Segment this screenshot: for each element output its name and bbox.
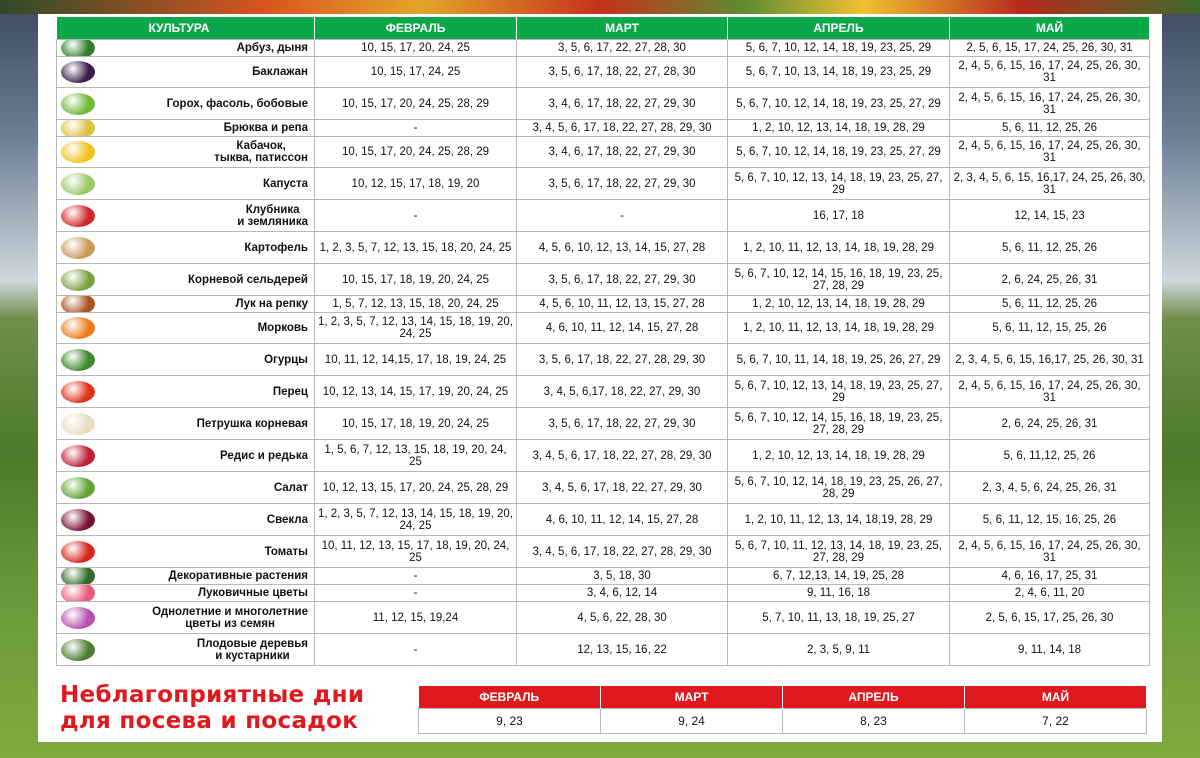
date-cell-february: - bbox=[315, 585, 517, 602]
date-cell-may: 2, 4, 5, 6, 15, 16, 17, 24, 25, 26, 30, 31 bbox=[950, 57, 1150, 88]
table-row bbox=[57, 585, 1150, 602]
date-cell-march: 3, 4, 6, 12, 14 bbox=[517, 585, 728, 602]
date-cell-march: 3, 4, 5, 6, 17, 18, 22, 27, 29, 30 bbox=[517, 472, 728, 504]
crop-cell bbox=[57, 232, 315, 264]
date-cell-april: 5, 6, 7, 10, 12, 14, 15, 16, 18, 19, 23, 25, 27, 28, 29 bbox=[728, 264, 950, 296]
unfavorable-values-row bbox=[419, 709, 1147, 734]
table-row bbox=[57, 137, 1150, 168]
date-cell-april: 1, 2, 10, 11, 12, 13, 14, 18,19, 28, 29 bbox=[728, 504, 950, 536]
date-cell-march: 3, 4, 6, 17, 18, 22, 27, 29, 30 bbox=[517, 88, 728, 120]
date-cell-february: 1, 2, 3, 5, 7, 12, 13, 14, 15, 18, 19, 20, 24, 25 bbox=[315, 504, 517, 536]
crop-name: Луковичные цветы bbox=[198, 587, 308, 599]
potato-icon bbox=[61, 237, 95, 259]
crop-cell bbox=[57, 137, 315, 168]
unfavorable-value-february: 9, 23 bbox=[419, 709, 601, 734]
radish-icon bbox=[61, 445, 95, 467]
date-cell-march: 3, 5, 6, 17, 18, 22, 27, 29, 30 bbox=[517, 408, 728, 440]
date-cell-april: 5, 6, 7, 10, 12, 14, 18, 19, 23, 25, 27, 29 bbox=[728, 137, 950, 168]
date-cell-march: 4, 5, 6, 22, 28, 30 bbox=[517, 602, 728, 634]
unfavorable-value-march: 9, 24 bbox=[601, 709, 783, 734]
date-cell-march: 4, 5, 6, 10, 12, 13, 14, 15, 27, 28 bbox=[517, 232, 728, 264]
date-cell-may: 2, 4, 5, 6, 15, 16, 17, 24, 25, 26, 30, 31 bbox=[950, 376, 1150, 408]
date-cell-april: 1, 2, 10, 11, 12, 13, 14, 18, 19, 28, 29 bbox=[728, 232, 950, 264]
table-row bbox=[57, 296, 1150, 313]
crop-cell bbox=[57, 585, 315, 602]
crop-cell bbox=[57, 504, 315, 536]
crop-cell bbox=[57, 602, 315, 634]
crop-name: Лук на репку bbox=[235, 298, 308, 310]
crop-cell bbox=[57, 568, 315, 585]
crop-cell bbox=[57, 313, 315, 344]
crop-name: Капуста bbox=[262, 177, 308, 190]
table-row bbox=[57, 440, 1150, 472]
crop-name: Салат bbox=[273, 481, 308, 494]
date-cell-february: 1, 5, 6, 7, 12, 13, 15, 18, 19, 20, 24, 25 bbox=[315, 440, 517, 472]
strawberry-icon bbox=[61, 205, 95, 227]
column-header-february: ФЕВРАЛЬ bbox=[315, 17, 517, 40]
date-cell-february: 10, 15, 17, 20, 24, 25, 28, 29 bbox=[315, 88, 517, 120]
date-cell-may: 5, 6, 11, 12, 25, 26 bbox=[950, 296, 1150, 313]
date-cell-february: 10, 11, 12, 14,15, 17, 18, 19, 24, 25 bbox=[315, 344, 517, 376]
date-cell-march: 4, 6, 10, 11, 12, 14, 15, 27, 28 bbox=[517, 504, 728, 536]
date-cell-march: 3, 5, 6, 17, 18, 22, 27, 29, 30 bbox=[517, 264, 728, 296]
column-header-march: МАРТ bbox=[517, 17, 728, 40]
date-cell-march: 3, 5, 18, 30 bbox=[517, 568, 728, 585]
carrot-icon bbox=[61, 317, 95, 339]
date-cell-february: - bbox=[315, 200, 517, 232]
date-cell-april: 5, 6, 7, 10, 13, 14, 18, 19, 23, 25, 29 bbox=[728, 57, 950, 88]
celery-icon bbox=[61, 269, 95, 291]
table-row bbox=[57, 536, 1150, 568]
lettuce-icon bbox=[61, 477, 95, 499]
unfavorable-title-line2: для посева и посадок bbox=[60, 708, 359, 734]
date-cell-april: 5, 6, 7, 10, 12, 14, 15, 16, 18, 19, 23, 25, 27, 28, 29 bbox=[728, 408, 950, 440]
date-cell-may: 2, 6, 24, 25, 26, 31 bbox=[950, 408, 1150, 440]
crop-cell bbox=[57, 408, 315, 440]
date-cell-march: 3, 5, 6, 17, 18, 22, 27, 29, 30 bbox=[517, 168, 728, 200]
flowers-icon bbox=[61, 607, 95, 629]
date-cell-february: 1, 2, 3, 5, 7, 12, 13, 15, 18, 20, 24, 25 bbox=[315, 232, 517, 264]
date-cell-march: 3, 4, 5, 6,17, 18, 22, 27, 29, 30 bbox=[517, 376, 728, 408]
eggplant-icon bbox=[61, 61, 95, 83]
unfavorable-days-table bbox=[418, 686, 1147, 734]
crop-name: Огурцы bbox=[264, 353, 308, 366]
table-row bbox=[57, 568, 1150, 585]
crop-name: Арбуз, дыня bbox=[236, 42, 308, 54]
table-row bbox=[57, 313, 1150, 344]
tomato-icon bbox=[61, 541, 95, 563]
table-row bbox=[57, 200, 1150, 232]
watermelon-icon bbox=[61, 40, 95, 57]
date-cell-march: 3, 4, 5, 6, 17, 18, 22, 27, 28, 29, 30 bbox=[517, 120, 728, 137]
date-cell-february: - bbox=[315, 634, 517, 666]
table-row bbox=[57, 232, 1150, 264]
crop-name: Корневой сельдерей bbox=[188, 273, 308, 286]
crop-name: Горох, фасоль, бобовые bbox=[166, 97, 308, 110]
crop-cell bbox=[57, 40, 315, 57]
date-cell-february: 11, 12, 15, 19,24 bbox=[315, 602, 517, 634]
date-cell-february: 10, 15, 17, 20, 24, 25, 28, 29 bbox=[315, 137, 517, 168]
crop-name: Брюква и репа bbox=[223, 122, 308, 134]
date-cell-march: 12, 13, 15, 16, 22 bbox=[517, 634, 728, 666]
header-row bbox=[57, 17, 1150, 40]
date-cell-may: 12, 14, 15, 23 bbox=[950, 200, 1150, 232]
date-cell-may: 5, 6, 11, 12, 25, 26 bbox=[950, 120, 1150, 137]
table-body bbox=[57, 40, 1150, 666]
date-cell-march: 3, 4, 5, 6, 17, 18, 22, 27, 28, 29, 30 bbox=[517, 440, 728, 472]
tulip-icon bbox=[61, 585, 95, 602]
date-cell-february: 10, 12, 15, 17, 18, 19, 20 bbox=[315, 168, 517, 200]
crop-cell bbox=[57, 440, 315, 472]
shrub-icon bbox=[61, 568, 95, 585]
date-cell-february: - bbox=[315, 120, 517, 137]
table-row bbox=[57, 472, 1150, 504]
table-row bbox=[57, 88, 1150, 120]
crop-cell bbox=[57, 296, 315, 313]
date-cell-february: 10, 15, 17, 18, 19, 20, 24, 25 bbox=[315, 408, 517, 440]
date-cell-april: 1, 2, 10, 12, 13, 14, 18, 19, 28, 29 bbox=[728, 296, 950, 313]
crop-name: Морковь bbox=[257, 322, 308, 334]
beet-icon bbox=[61, 509, 95, 531]
cabbage-icon bbox=[61, 173, 95, 195]
date-cell-february: 1, 5, 7, 12, 13, 15, 18, 20, 24, 25 bbox=[315, 296, 517, 313]
vegetable-banner bbox=[0, 0, 1200, 14]
crop-cell bbox=[57, 472, 315, 504]
table-row bbox=[57, 408, 1150, 440]
date-cell-march: 4, 5, 6, 10, 11, 12, 13, 15, 27, 28 bbox=[517, 296, 728, 313]
date-cell-april: 6, 7, 12,13, 14, 19, 25, 28 bbox=[728, 568, 950, 585]
crop-name: Однолетние и многолетние цветы из семян bbox=[152, 605, 308, 630]
date-cell-may: 5, 6, 11,12, 25, 26 bbox=[950, 440, 1150, 472]
unfavorable-header-february: ФЕВРАЛЬ bbox=[419, 686, 601, 709]
crop-cell bbox=[57, 536, 315, 568]
date-cell-may: 5, 6, 11, 12, 25, 26 bbox=[950, 232, 1150, 264]
date-cell-may: 2, 6, 24, 25, 26, 31 bbox=[950, 264, 1150, 296]
crop-cell bbox=[57, 168, 315, 200]
sowing-calendar-table bbox=[56, 17, 1150, 666]
crop-cell bbox=[57, 344, 315, 376]
crop-name: Декоративные растения bbox=[168, 570, 308, 582]
crop-name: Баклажан bbox=[252, 66, 308, 78]
date-cell-april: 5, 6, 7, 10, 12, 13, 14, 18, 19, 23, 25, 27, 29 bbox=[728, 376, 950, 408]
date-cell-march: 3, 5, 6, 17, 18, 22, 27, 28, 30 bbox=[517, 57, 728, 88]
table-row bbox=[57, 264, 1150, 296]
date-cell-february: 10, 15, 17, 18, 19, 20, 24, 25 bbox=[315, 264, 517, 296]
unfavorable-value-april: 8, 23 bbox=[783, 709, 965, 734]
unfavorable-header-march: МАРТ bbox=[601, 686, 783, 709]
date-cell-april: 1, 2, 10, 12, 13, 14, 18, 19, 28, 29 bbox=[728, 440, 950, 472]
date-cell-may: 2, 3, 4, 5, 6, 15, 16,17, 24, 25, 26, 30, 31 bbox=[950, 168, 1150, 200]
column-header-may: МАЙ bbox=[950, 17, 1150, 40]
column-header-crop: КУЛЬТУРА bbox=[57, 17, 315, 40]
squash-icon bbox=[61, 141, 95, 163]
crop-cell bbox=[57, 634, 315, 666]
crop-name: Свекла bbox=[266, 513, 308, 526]
date-cell-april: 5, 6, 7, 10, 12, 14, 18, 19, 23, 25, 26, 27, 28, 29 bbox=[728, 472, 950, 504]
turnip-icon bbox=[61, 120, 95, 137]
planting-calendar-sheet bbox=[38, 14, 1162, 742]
date-cell-april: 2, 3, 5, 9, 11 bbox=[728, 634, 950, 666]
date-cell-may: 2, 5, 6, 15, 17, 24, 25, 26, 30, 31 bbox=[950, 40, 1150, 57]
fruit-tree-icon bbox=[61, 639, 95, 661]
date-cell-may: 5, 6, 11, 12, 15, 25, 26 bbox=[950, 313, 1150, 344]
crop-name: Редис и редька bbox=[220, 449, 308, 462]
table-row bbox=[57, 168, 1150, 200]
date-cell-may: 9, 11, 14, 18 bbox=[950, 634, 1150, 666]
crop-cell bbox=[57, 57, 315, 88]
table-row bbox=[57, 40, 1150, 57]
table-row bbox=[57, 344, 1150, 376]
date-cell-march: 3, 5, 6, 17, 22, 27, 28, 30 bbox=[517, 40, 728, 57]
date-cell-february: 10, 12, 13, 15, 17, 20, 24, 25, 28, 29 bbox=[315, 472, 517, 504]
date-cell-april: 9, 11, 16, 18 bbox=[728, 585, 950, 602]
date-cell-february: 10, 11, 12, 13, 15, 17, 18, 19, 20, 24, 25 bbox=[315, 536, 517, 568]
crop-name: Картофель bbox=[244, 241, 308, 254]
table-row bbox=[57, 376, 1150, 408]
unfavorable-title-line1: Неблагоприятные дни bbox=[60, 682, 365, 708]
crop-name: Перец bbox=[272, 385, 308, 398]
table-row bbox=[57, 634, 1150, 666]
date-cell-april: 16, 17, 18 bbox=[728, 200, 950, 232]
table-row bbox=[57, 602, 1150, 634]
date-cell-may: 2, 3, 4, 5, 6, 15, 16,17, 25, 26, 30, 31 bbox=[950, 344, 1150, 376]
crop-name: Петрушка корневая bbox=[196, 417, 308, 430]
date-cell-april: 5, 6, 7, 10, 12, 14, 18, 19, 23, 25, 29 bbox=[728, 40, 950, 57]
crop-name: Клубника и земляника bbox=[237, 203, 308, 228]
pepper-icon bbox=[61, 381, 95, 403]
crop-name: Плодовые деревья и кустарники bbox=[196, 637, 308, 662]
crop-name: Томаты bbox=[264, 545, 308, 558]
date-cell-april: 5, 7, 10, 11, 13, 18, 19, 25, 27 bbox=[728, 602, 950, 634]
date-cell-april: 5, 6, 7, 10, 11, 12, 13, 14, 18, 19, 23, 25, 27, 28, 29 bbox=[728, 536, 950, 568]
unfavorable-header-may: МАЙ bbox=[965, 686, 1147, 709]
date-cell-march: - bbox=[517, 200, 728, 232]
date-cell-march: 3, 4, 6, 17, 18, 22, 27, 29, 30 bbox=[517, 137, 728, 168]
date-cell-march: 3, 4, 5, 6, 17, 18, 22, 27, 28, 29, 30 bbox=[517, 536, 728, 568]
unfavorable-header-april: АПРЕЛЬ bbox=[783, 686, 965, 709]
crop-cell bbox=[57, 88, 315, 120]
date-cell-april: 5, 6, 7, 10, 11, 14, 18, 19, 25, 26, 27, 29 bbox=[728, 344, 950, 376]
crop-name: Кабачок, тыква, патиссон bbox=[214, 140, 308, 164]
parsley-root-icon bbox=[61, 413, 95, 435]
date-cell-april: 5, 6, 7, 10, 12, 13, 14, 18, 19, 23, 25, 27, 29 bbox=[728, 168, 950, 200]
table-row bbox=[57, 120, 1150, 137]
crop-cell bbox=[57, 200, 315, 232]
date-cell-february: 10, 15, 17, 24, 25 bbox=[315, 57, 517, 88]
date-cell-march: 3, 5, 6, 17, 18, 22, 27, 28, 29, 30 bbox=[517, 344, 728, 376]
peas-icon bbox=[61, 93, 95, 115]
column-header-april: АПРЕЛЬ bbox=[728, 17, 950, 40]
date-cell-may: 2, 4, 5, 6, 15, 16, 17, 24, 25, 26, 30, 31 bbox=[950, 536, 1150, 568]
date-cell-may: 2, 4, 6, 11, 20 bbox=[950, 585, 1150, 602]
onion-icon bbox=[61, 296, 95, 313]
date-cell-february: 1, 2, 3, 5, 7, 12, 13, 14, 15, 18, 19, 20, 24, 25 bbox=[315, 313, 517, 344]
date-cell-april: 1, 2, 10, 11, 12, 13, 14, 18, 19, 28, 29 bbox=[728, 313, 950, 344]
date-cell-may: 4, 6, 16, 17, 25, 31 bbox=[950, 568, 1150, 585]
table-row bbox=[57, 57, 1150, 88]
unfavorable-value-may: 7, 22 bbox=[965, 709, 1147, 734]
date-cell-february: 10, 12, 13, 14, 15, 17, 19, 20, 24, 25 bbox=[315, 376, 517, 408]
date-cell-may: 2, 4, 5, 6, 15, 16, 17, 24, 25, 26, 30, 31 bbox=[950, 137, 1150, 168]
date-cell-february: - bbox=[315, 568, 517, 585]
date-cell-april: 5, 6, 7, 10, 12, 14, 18, 19, 23, 25, 27, 29 bbox=[728, 88, 950, 120]
date-cell-may: 5, 6, 11, 12, 15, 16, 25, 26 bbox=[950, 504, 1150, 536]
crop-cell bbox=[57, 120, 315, 137]
cucumber-icon bbox=[61, 349, 95, 371]
date-cell-may: 2, 4, 5, 6, 15, 16, 17, 24, 25, 26, 30, 31 bbox=[950, 88, 1150, 120]
date-cell-february: 10, 15, 17, 20, 24, 25 bbox=[315, 40, 517, 57]
crop-cell bbox=[57, 264, 315, 296]
date-cell-march: 4, 6, 10, 11, 12, 14, 15, 27, 28 bbox=[517, 313, 728, 344]
date-cell-april: 1, 2, 10, 12, 13, 14, 18, 19, 28, 29 bbox=[728, 120, 950, 137]
unfavorable-days-title bbox=[60, 682, 440, 734]
unfavorable-header-row bbox=[419, 686, 1147, 709]
table-row bbox=[57, 504, 1150, 536]
crop-cell bbox=[57, 376, 315, 408]
date-cell-may: 2, 5, 6, 15, 17, 25, 26, 30 bbox=[950, 602, 1150, 634]
date-cell-may: 2, 3, 4, 5, 6, 24, 25, 26, 31 bbox=[950, 472, 1150, 504]
